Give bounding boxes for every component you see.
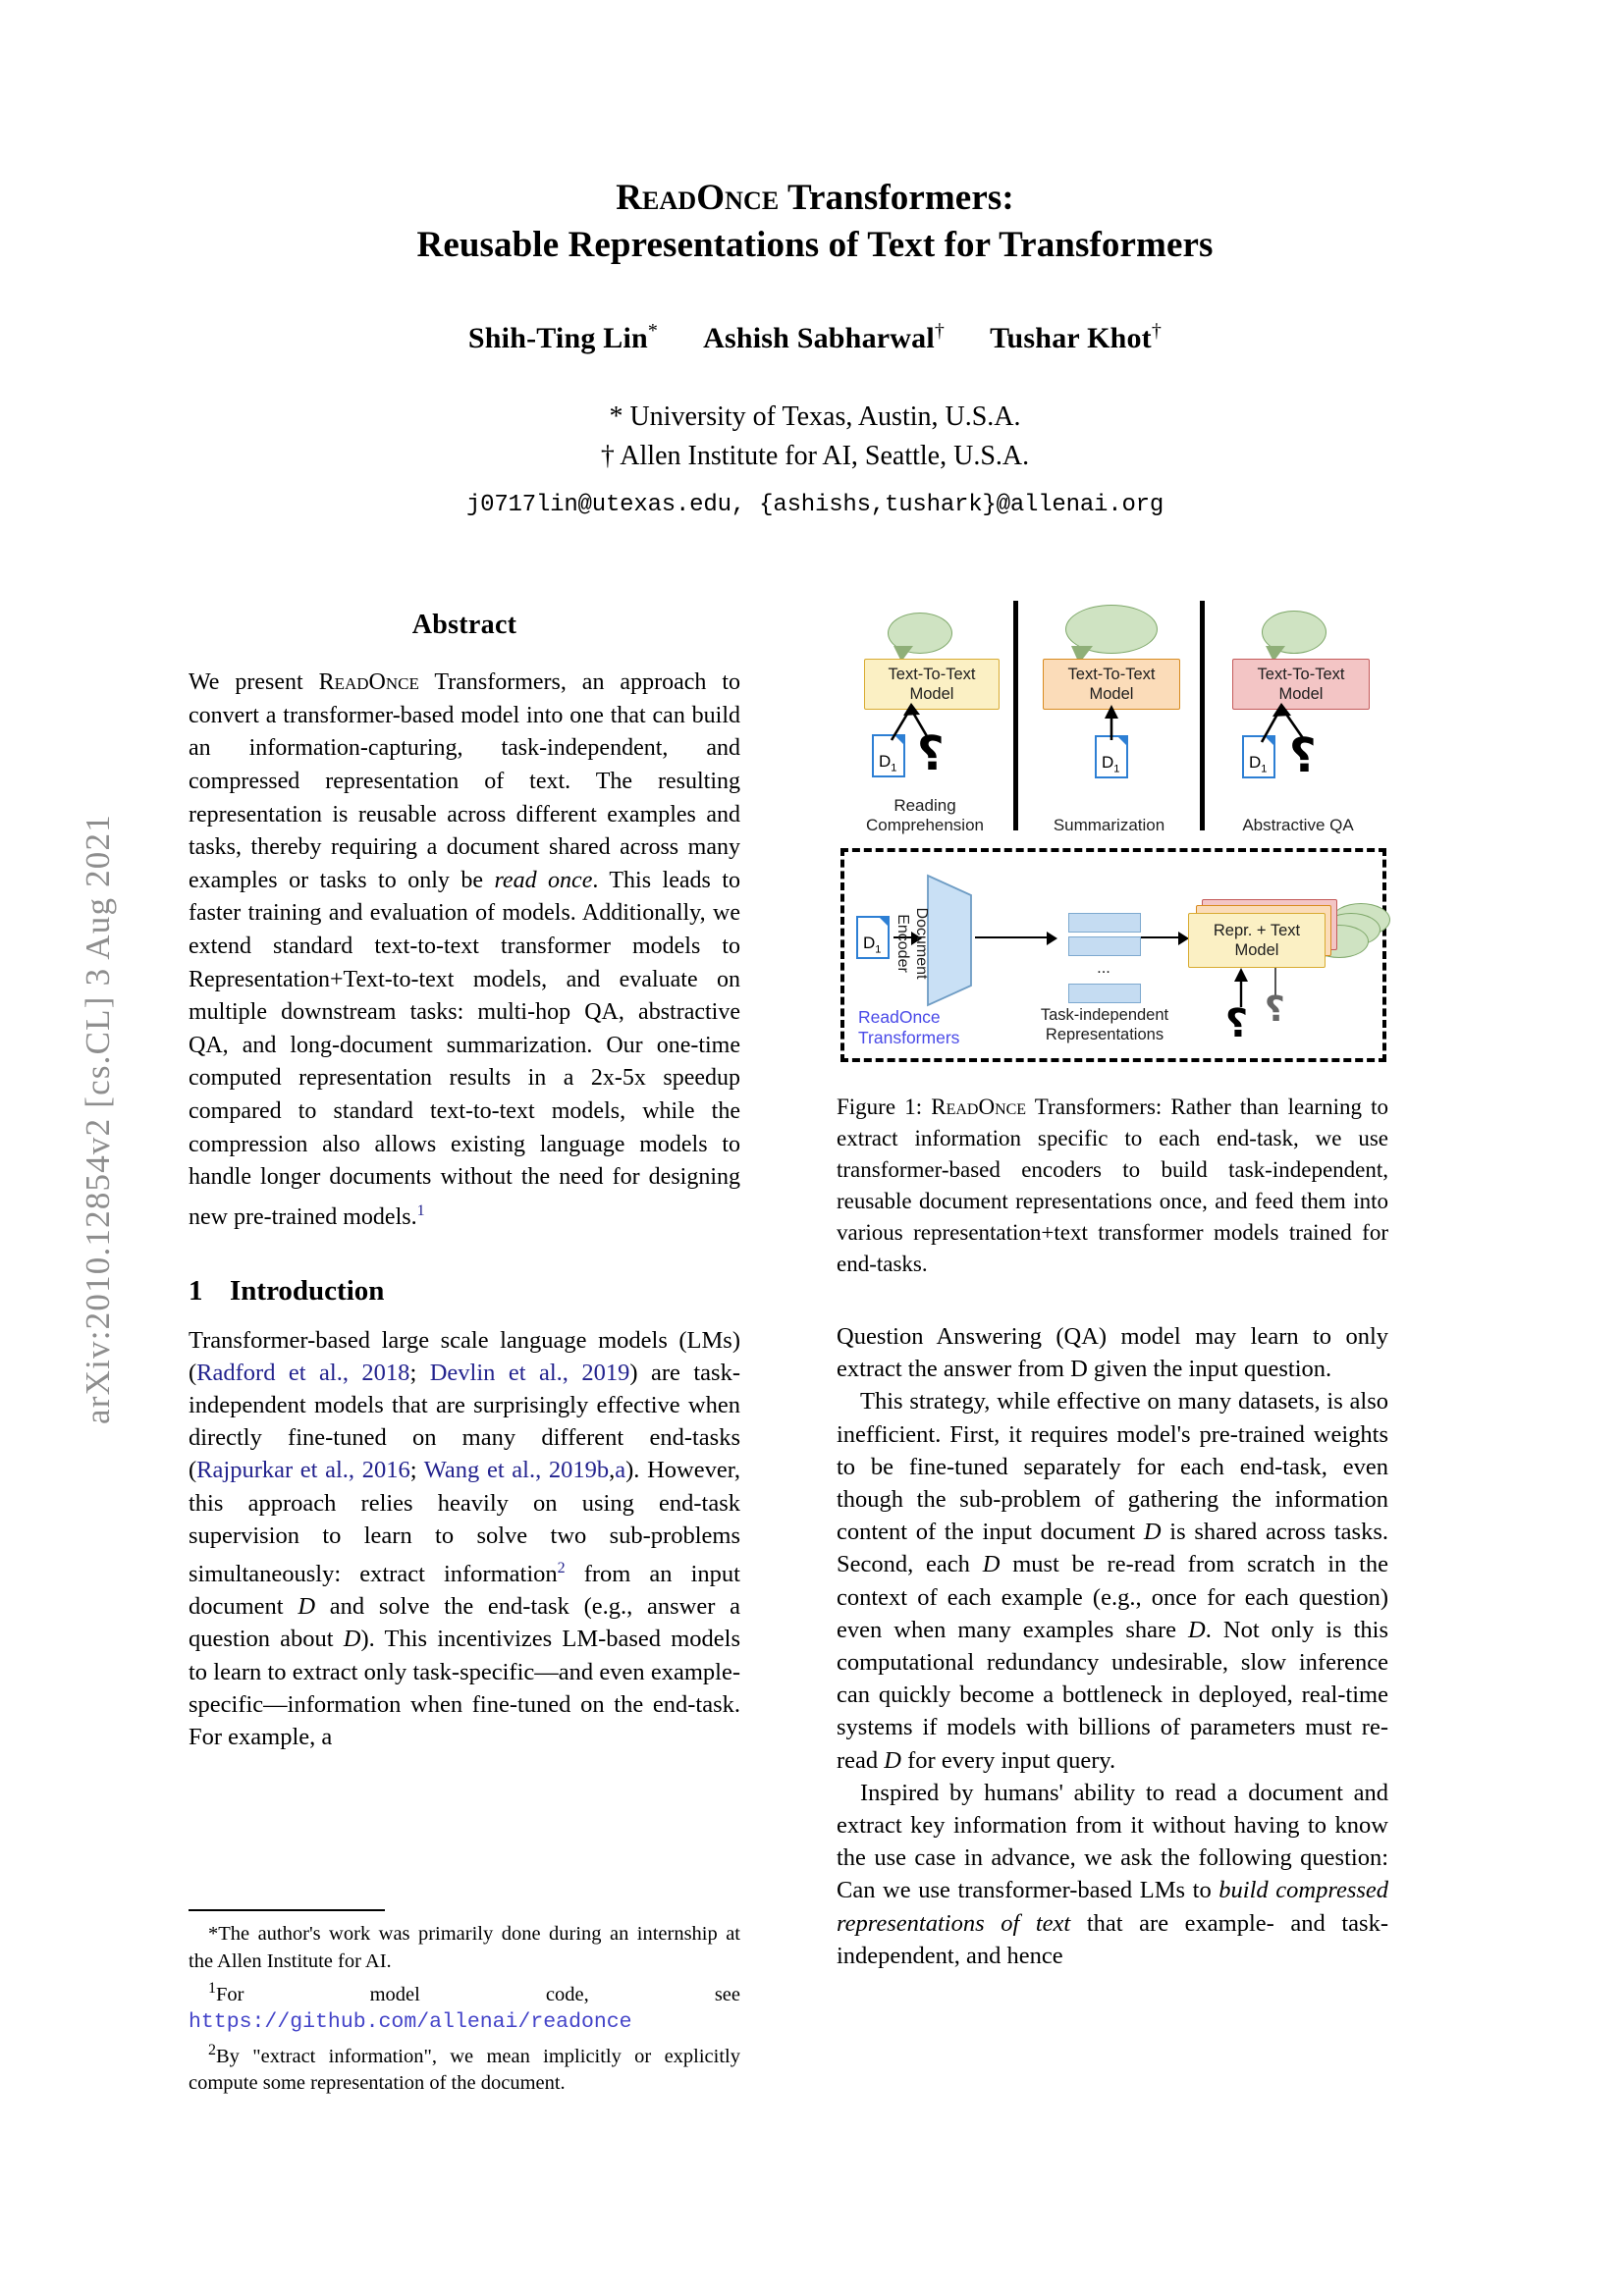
math-var-d-1: D (298, 1593, 316, 1621)
footnote-1 (189, 1975, 740, 2037)
question-mark-icon-gray: ? (1265, 989, 1285, 1030)
model-label-line1: Text-To-Text (1257, 666, 1345, 683)
author-2 (703, 320, 945, 355)
abstract-text-b: Transformers, an approach to convert a transformer-based model into one that can build an information-capturing, task-independent, and compressed representation of text. The resulting representation is reusable across different examples and tasks, thereby requiring a document shared across many examples or tasks to only be (189, 669, 740, 893)
right-column (837, 1320, 1388, 1972)
model-label-line2: Model (1234, 941, 1279, 959)
right-paragraph-2 (837, 1385, 1388, 1776)
right-text-1: Question Answering (QA) model may learn to only extract the answer from D given the input question. (837, 1323, 1388, 1383)
figure-panel-abstractive-qa (1205, 595, 1391, 835)
intro-text-f: ). However, this approach relies heavily on using end-task supervision to learn to solve two sub-problems simultaneously: extract information (189, 1457, 741, 1588)
document-label: $D_1$ (1249, 752, 1268, 774)
footnote-2-mark: 2 (208, 2041, 216, 2058)
math-var-d-4: D (982, 1551, 1001, 1578)
figure-top-row (837, 595, 1394, 835)
footnote-star: *The author's work was primarily done during an internship at the Allen Institute for AI. (189, 1923, 740, 1972)
right-text-2e: for every input query. (901, 1746, 1116, 1774)
right-text-2a: This strategy, while effective on many datasets, is also inefficient. First, it requires model's pre-trained weights to be fine-tuned separately for each end-task, even though the sub-problem of gathering the information content of the input document (837, 1388, 1388, 1546)
title-smallcaps: ReadOnce (616, 178, 780, 218)
author-3 (990, 320, 1162, 355)
right-text-3a: Inspired by humans' ability to read a document and extract key information from it without having to know the use case in advance, we ask the following question: Can we use transformer-based LMs to (837, 1779, 1388, 1904)
intro-footnote-ref[interactable]: 2 (557, 1559, 566, 1576)
document-icon-bottom (856, 916, 890, 959)
figure-readonce-box (840, 848, 1386, 1062)
affiliation-2: † Allen Institute for AI, Seattle, U.S.A. (600, 441, 1030, 471)
citation-radford[interactable]: Radford et al., 2018 (196, 1359, 410, 1386)
right-text-2d: . Not only is this computational redundancy undesirable, slow inference can quickly become a bottleneck in deployed, real-time systems if models with billions of parameters must re-read (837, 1616, 1388, 1774)
intro-text-c: ) are task-independent models that are surprisingly effective when directly fine-tuned on many different end-tasks ( (189, 1359, 740, 1484)
math-var-d-3: D (1143, 1519, 1162, 1546)
arrow-encoder-to-repr (975, 936, 1050, 938)
arrow-repr-to-model (1141, 936, 1182, 938)
figure-1-caption (837, 1092, 1388, 1280)
intro-text-a: Transformer-based large scale language models (LMs) ( (189, 1326, 740, 1386)
section-heading-introduction (189, 1275, 740, 1308)
abstract-body (189, 667, 740, 1234)
figure-1 (837, 595, 1394, 1076)
intro-text-d: ; (409, 1457, 424, 1484)
page-title (172, 175, 1458, 269)
arxiv-stamp: arXiv:2010.12854v2 [cs.CL] 3 Aug 2021 (79, 814, 117, 1424)
author-2-mark: † (934, 320, 946, 342)
right-text-2b: is shared across tasks. Second, each (837, 1519, 1388, 1578)
intro-text-b: ; (409, 1359, 430, 1386)
figure-caption-label: Figure 1: (837, 1095, 932, 1119)
footnote-1-link[interactable]: https://github.com/allenai/readonce (189, 2010, 632, 2035)
footnote-rule (189, 1909, 385, 1911)
representation-bar-2 (1068, 936, 1141, 956)
arrow-to-model-2 (1099, 705, 1128, 740)
citation-devlin[interactable]: Devlin et al., 2019 (429, 1359, 630, 1386)
author-2-name: Ashish Sabharwal (703, 322, 935, 354)
readonce-brand-label: ReadOnce Transformers (858, 1007, 960, 1047)
model-label-line1: Repr. + Text (1213, 922, 1301, 939)
figure-caption-smallcaps: ReadOnce (931, 1095, 1027, 1119)
abstract-footnote-ref[interactable]: 1 (416, 1201, 425, 1219)
author-list (172, 320, 1458, 355)
abstract-smallcaps: ReadOnce (318, 669, 419, 696)
title-line-1 (172, 175, 1458, 222)
intro-text-h: and solve the end-task (e.g., answer a question about (189, 1593, 741, 1653)
document-fold-icon (879, 917, 889, 927)
intro-text-g: from an input document (189, 1561, 740, 1621)
left-column (189, 609, 740, 1753)
model-label-line2: Model (1278, 685, 1324, 703)
figure-panel-reading-comprehension (837, 595, 1013, 835)
document-encoder-shape (926, 874, 975, 1007)
question-mark-icon-dark: ? (1225, 1001, 1249, 1046)
figure-caption-text: Transformers: Rather than learning to extract information specific to each end-task, we use transformer-based encoders to build task-independent, reusable document representations once, and feed them into various representation+text transformer models trained for end-tasks. (837, 1095, 1388, 1276)
abstract-italic: read once (494, 867, 593, 893)
right-text-italic: build compressed representations of text (837, 1877, 1389, 1937)
math-var-d-5: D (1188, 1616, 1206, 1643)
representations-caption: Task-independent Representations (1040, 1006, 1169, 1043)
abstract-text-a: We present (189, 669, 319, 696)
footnote-2 (189, 2037, 740, 2098)
footnote-2-text: By "extract information", we mean implicitly or explicitly compute some representation of the document. (189, 2045, 740, 2095)
panel-caption-3: Abstractive QA (1242, 816, 1354, 834)
figure-panel-summarization (1018, 595, 1200, 835)
right-text-2c: must be re-read from scratch in the context of each example (e.g., once for each question) even when many examples share (837, 1551, 1389, 1643)
citation-wang-a[interactable]: a (615, 1457, 626, 1484)
citation-wang-b[interactable]: Wang et al., 2019b (423, 1457, 610, 1484)
intro-text-e: , (609, 1457, 616, 1484)
document-label: $D_1$ (879, 751, 897, 774)
question-mark-icon-1: ? (917, 726, 945, 781)
citation-rajpurkar[interactable]: Rajpurkar et al., 2016 (196, 1457, 410, 1484)
model-label-line2: Model (909, 685, 954, 703)
affiliation-1: * University of Texas, Austin, U.S.A. (609, 401, 1021, 432)
right-paragraph-1 (837, 1320, 1388, 1385)
math-var-d-6: D (884, 1746, 901, 1774)
author-1-mark: * (647, 320, 659, 342)
title-line-2: Reusable Representations of Text for Transformers (416, 225, 1214, 265)
document-label: $D_1$ (863, 933, 882, 955)
model-label-line2: Model (1089, 685, 1134, 703)
arrow-head-icon (1047, 932, 1057, 945)
model-label-line1: Text-To-Text (888, 666, 976, 683)
model-label-line1: Text-To-Text (1067, 666, 1156, 683)
author-emails: j0717lin@utexas.edu, {ashishs,tushark}@allenai.org (465, 492, 1164, 518)
document-icon-2 (1095, 735, 1128, 778)
author-1 (468, 320, 658, 355)
author-3-mark: † (1151, 320, 1163, 342)
section-title: Introduction (230, 1275, 385, 1308)
text-to-text-model-box-2 (1043, 659, 1180, 710)
intro-text-i: ). This incentivizes LM-based models to learn to extract only task-specific—and even example-specific—information when fine-tuned on the end-task. For example, a (189, 1626, 740, 1751)
author-1-name: Shih-Ting Lin (467, 322, 648, 354)
section-number: 1 (189, 1275, 203, 1308)
footnote-1-mark: 1 (208, 1980, 216, 1997)
question-mark-icon-2: ? (1289, 728, 1317, 783)
math-var-d-2: D (343, 1626, 361, 1653)
panel-caption-2: Summarization (1053, 816, 1165, 834)
title-block (172, 175, 1458, 518)
representation-bar-1 (1068, 913, 1141, 933)
encoder-label: Document Encoder (894, 907, 930, 980)
footnote-1-text: For model code, see (216, 1983, 740, 2005)
representation-ellipsis: ... (1097, 959, 1110, 977)
document-label: $D_1$ (1102, 752, 1120, 774)
representation-bar-3 (1068, 984, 1141, 1003)
right-paragraph-3 (837, 1777, 1388, 1972)
abstract-heading: Abstract (411, 610, 517, 640)
panel-caption-1: Reading Comprehension (865, 796, 984, 834)
author-3-name: Tushar Khot (990, 322, 1152, 354)
title-line-1-rest: Transformers: (779, 178, 1014, 218)
arrows-to-model-3 (1234, 703, 1319, 746)
right-text-3b: that are example- and task-independent, and hence (837, 1909, 1388, 1969)
abstract-text-c: . This leads to faster training and evaluation of models. Additionally, we extend standard text-to-text transformer models to Representation+Text-to-text models, and evaluate on multiple downstream tasks: multi-hop QA, abstractive QA, and long-document summarization. Our one-time computed representation results in a 2x-5x speedup compared to standard text-to-text models, while the compression also allows existing language models to handle longer documents without the need for designing new pre-trained models. (189, 867, 740, 1230)
footnote-block (189, 1909, 740, 2098)
arrows-to-model-1 (864, 703, 943, 744)
repr-text-model-box-front (1188, 913, 1326, 968)
intro-paragraph-1 (189, 1324, 740, 1754)
